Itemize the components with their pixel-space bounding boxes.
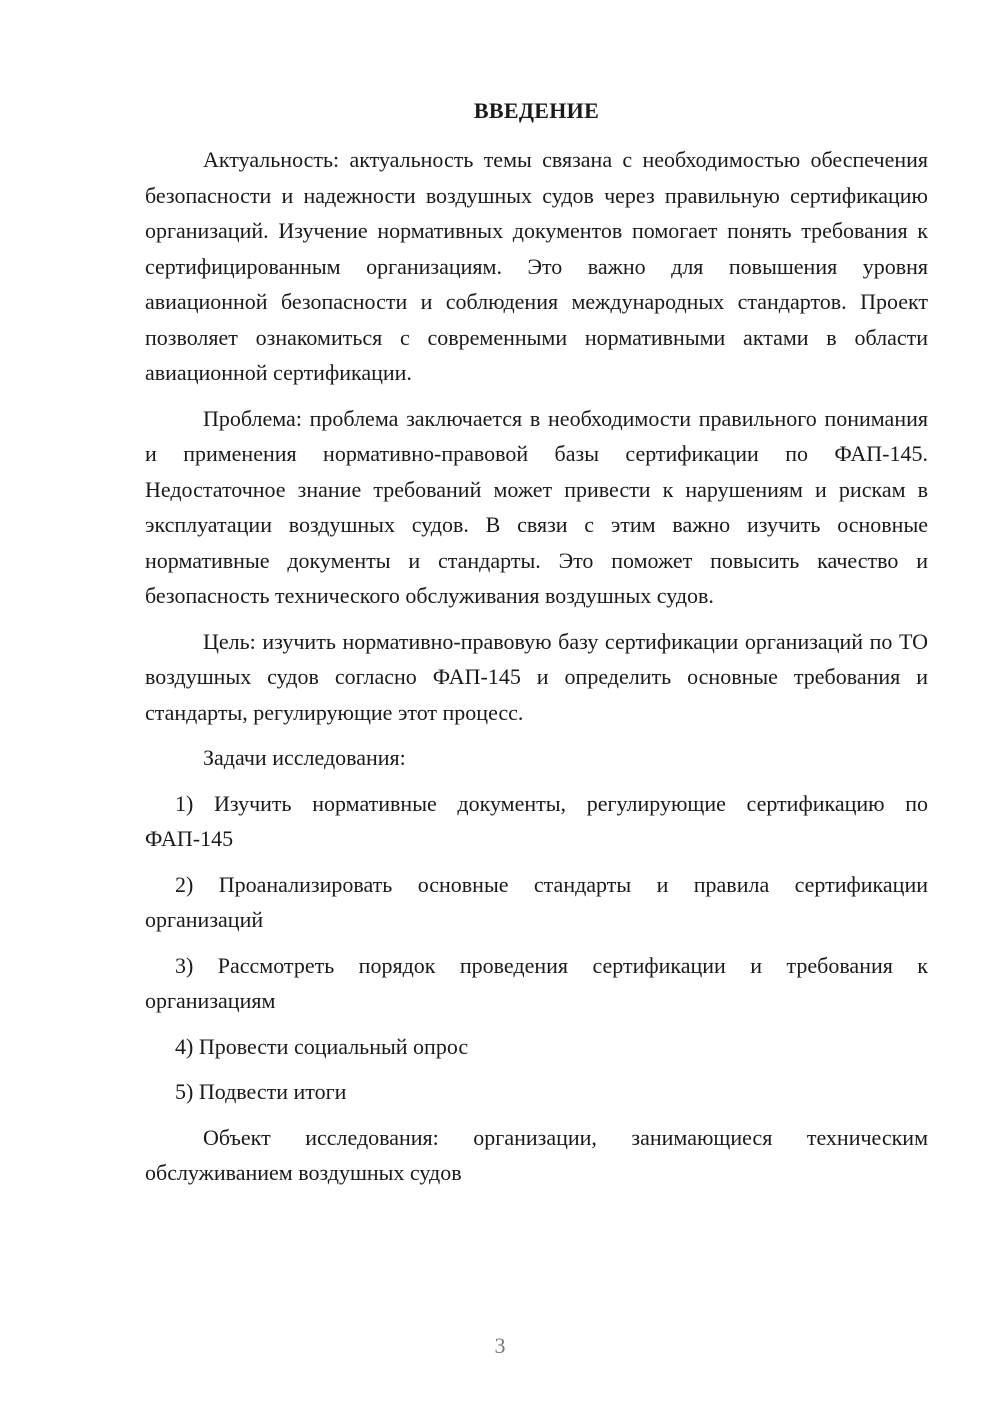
- section-heading: ВВЕДЕНИЕ: [473, 98, 600, 123]
- paragraph-tasks-title: Задачи исследования:: [203, 745, 406, 770]
- task-item-5: 5) Подвести итоги: [175, 1079, 347, 1104]
- document-page: [145, 96, 928, 1201]
- task-item-4: 4) Провести социальный опрос: [175, 1033, 469, 1059]
- paragraph-relevance: Актуальность: актуальность темы связана с необходимостью обеспечения безопасности и надежности воздушных судов через правильную сертификацию организаций. Изучение нормативных документов помогает понять требования к сертифицированным организациям. Это важно для повышения уровня авиационной безопасности и соблюдения международных стандартов. Проект позволяет ознакомиться с современными нормативными актами в области авиационной сертификации.: [145, 147, 928, 385]
- paragraph-goal: Цель: изучить нормативно-правовую базу сертификации организаций по ТО воздушных судов согласно ФАП-145 и определить основные требования и стандарты, регулирующие этот процесс.: [145, 628, 928, 725]
- task-item-1: 1) Изучить нормативные документы, регулирующие сертификацию по ФАП-145: [145, 790, 928, 851]
- page-number: 3: [494, 1333, 506, 1358]
- task-item-2: 2) Проанализировать основные стандарты и правила сертификации организаций: [145, 871, 928, 932]
- paragraph-object: Объект исследования: организации, занимающиеся техническим обслуживанием воздушных судов: [145, 1124, 928, 1185]
- task-item-3: 3) Рассмотреть порядок проведения сертификации и требования к организациям: [145, 952, 928, 1013]
- paragraph-problem: Проблема: проблема заключается в необходимости правильного понимания и применения нормативно-правовой базы сертификации по ФАП-145. Недостаточное знание требований может привести к нарушениям и рискам в эксплуатации воздушных судов. В связи с этим важно изучить основные нормативные документы и стандарты. Это поможет повысить качество и безопасность технического обслуживания воздушных судов.: [145, 405, 928, 608]
